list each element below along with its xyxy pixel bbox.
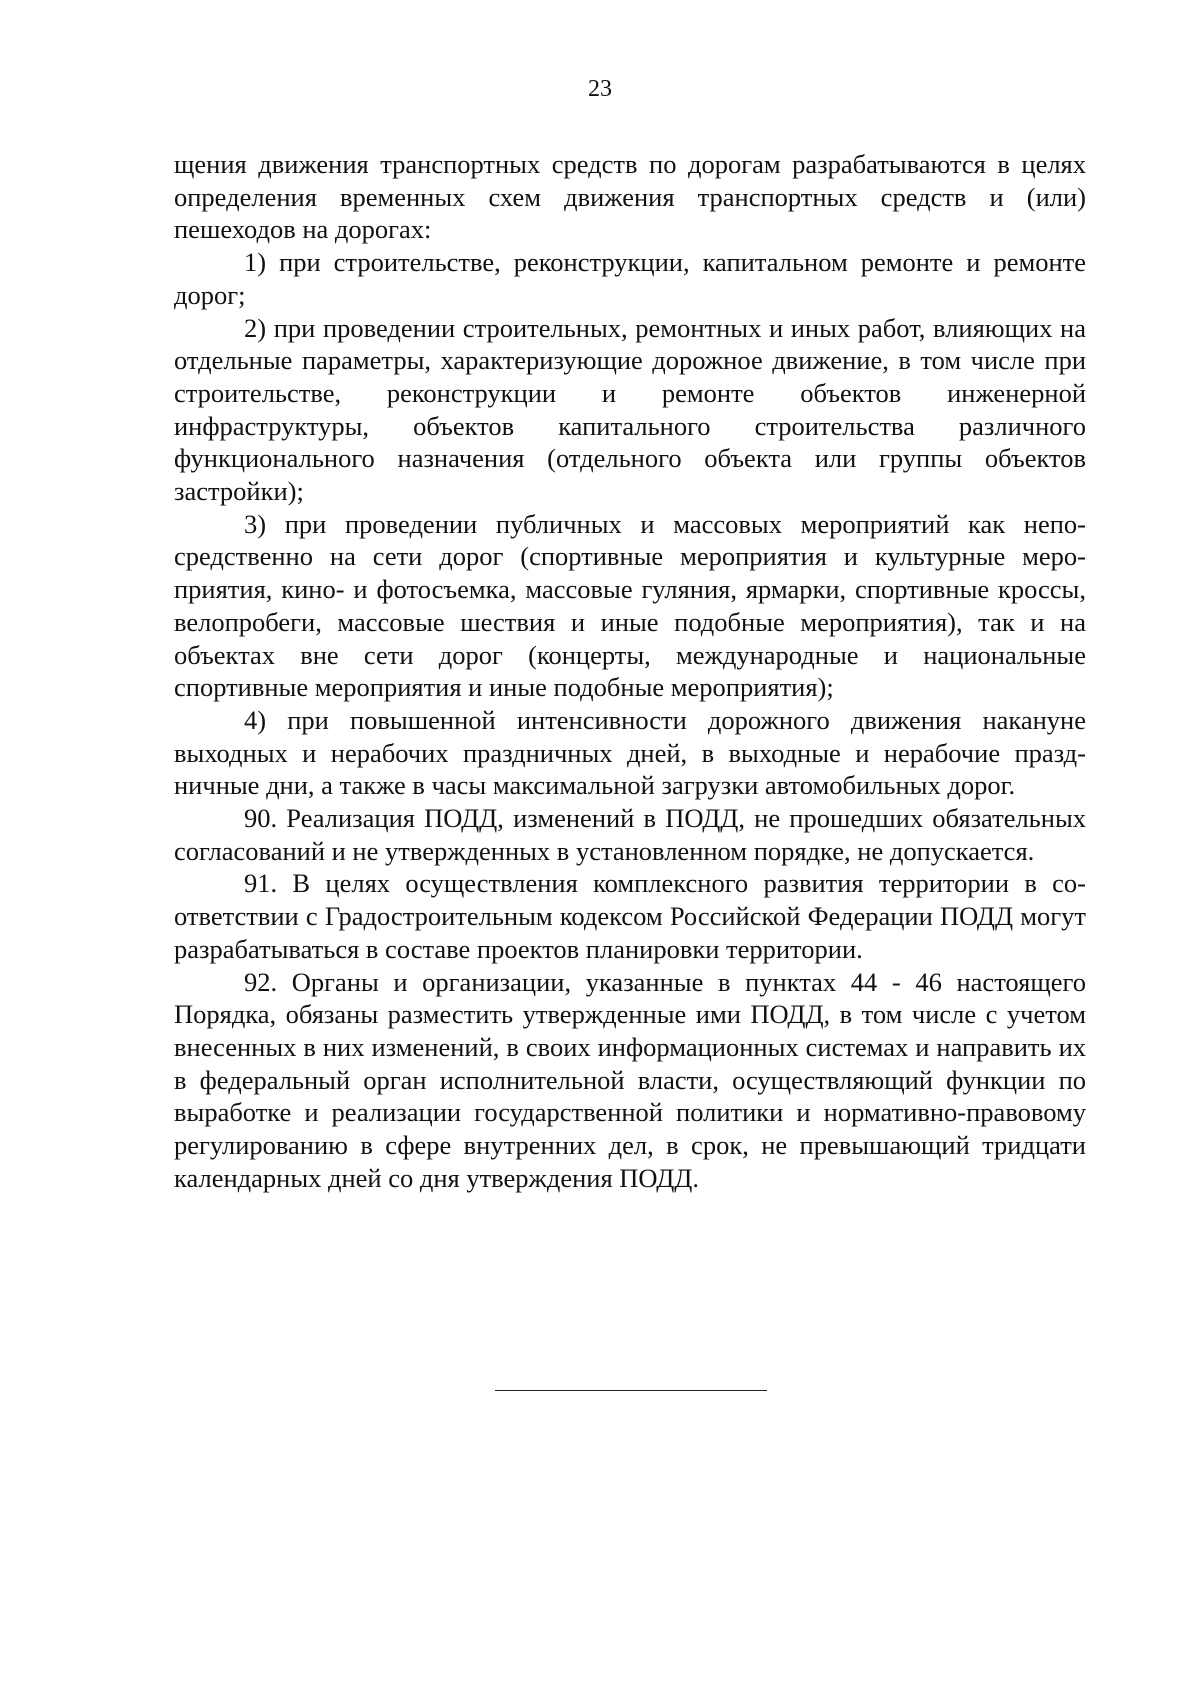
paragraph-item-4: 4) при повышенной интенсивности дорожного движения накануне выходных и нерабочих праздничных дней, в выходные и нерабочие праздничные дни, а также в часы максимальной загрузки автомобильных дорог. xyxy=(174,704,1086,801)
end-of-document-rule xyxy=(495,1390,767,1391)
paragraph-clause-90: 90. Реализация ПОДД, изменений в ПОДД, не прошедших обязательных согласований и не утвержденных в установленном порядке, не допускается. xyxy=(174,803,1086,866)
paragraph-item-2: 2) при проведении строительных, ремонтных и иных работ, влияющих на отдельные параметры, характеризующие дорожное движение, в том числе при строительстве, реконструкции и ремонте объектов инженерной инфраструктуры, объектов капитального строительства различного функционального назначения (отдельного объекта или группы объектов застройки); xyxy=(174,312,1086,507)
paragraph-clause-91: 91. В целях осуществления комплексного развития территории в соответствии с Градостроительным кодексом Российской Федерации ПОДД могут разрабатываться в составе проектов планировки территории. xyxy=(174,868,1086,964)
paragraph-continuation: щения движения транспортных средств по дорогам разрабатываются в целях определения временных схем движения транспортных средств и (или) пешеходов на дорогах: xyxy=(174,149,1086,245)
document-body xyxy=(174,148,1086,1195)
paragraph-item-3: 3) при проведении публичных и массовых мероприятий как непосредственно на сети дорог (спортивные мероприятия и культурные мероприятия, кино- и фотосъемка, массовые гуляния, ярмарки, спортивные кроссы, велопробеги, массовые шествия и иные подобные мероприятия), так и на объектах вне сети дорог (концерты, международные и национальные спортивные мероприятия и иные подобные мероприятия); xyxy=(174,508,1086,703)
page-number: 23 xyxy=(588,76,612,102)
paragraph-item-1: 1) при строительстве, реконструкции, капитальном ремонте и ремонте дорог; xyxy=(174,247,1086,310)
paragraph-clause-92: 92. Органы и организации, указанные в пунктах 44 - 46 настоящего Порядка, обязаны разместить утвержденные ими ПОДД, в том числе с учетом внесенных в них изменений, в своих информационных системах и направить их в федеральный орган исполнительной власти, осуществляющий функции по выработке и реализации государственной политики и нормативно-правовому регулированию в сфере внутренних дел, в срок, не превышающий тридцати календарных дней со дня утверждения ПОДД. xyxy=(174,966,1086,1193)
